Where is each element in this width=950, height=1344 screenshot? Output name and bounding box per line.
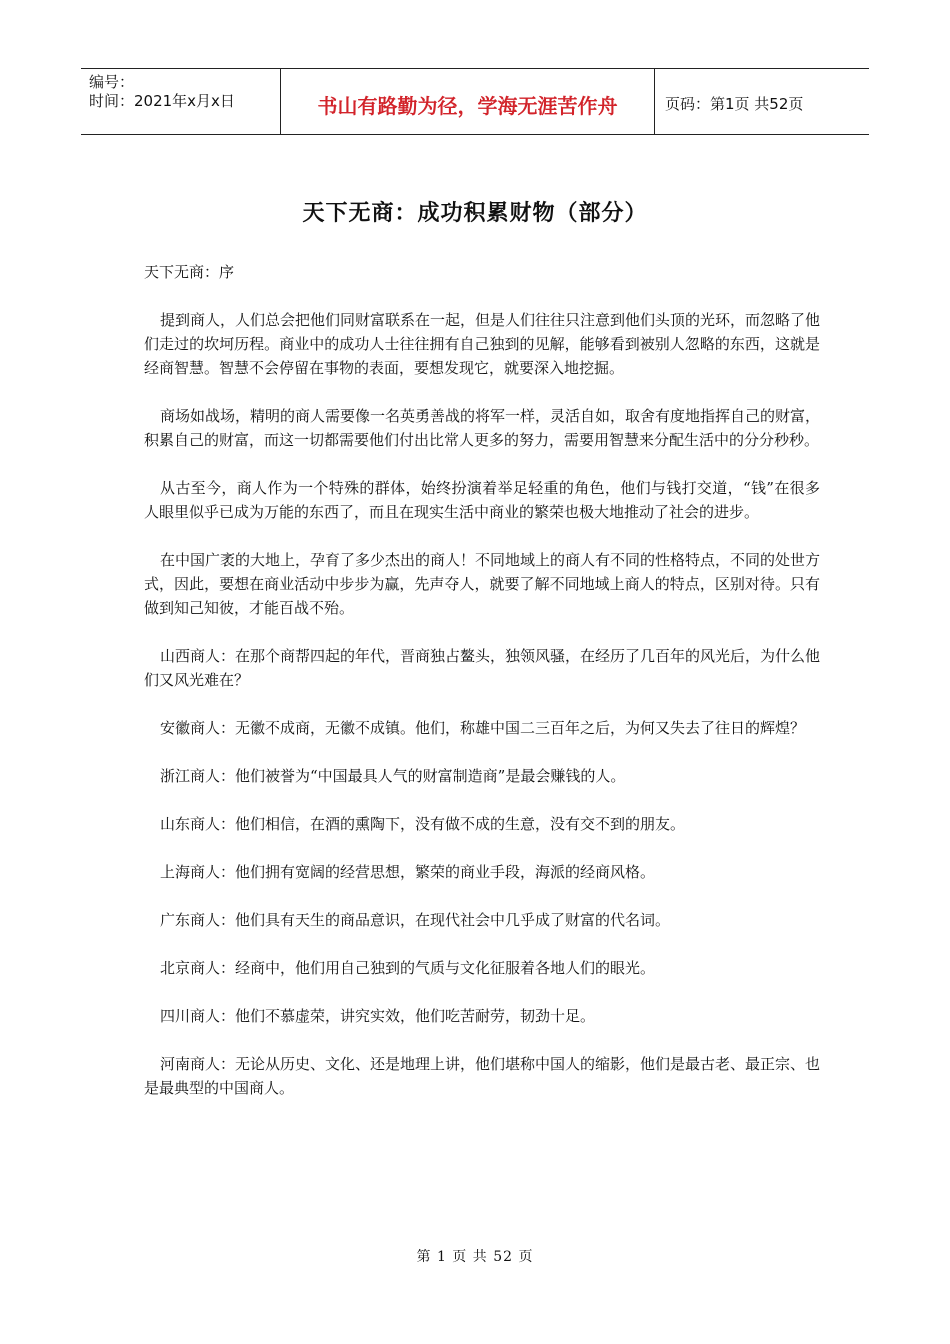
- paragraph-preface-heading: 天下无商：序: [144, 263, 235, 281]
- paragraph-shandong: 山东商人：他们相信，在酒的熏陶下，没有做不成的生意，没有交不到的朋友。: [160, 815, 686, 833]
- page-footer: 第 1 页 共 52 页: [416, 1249, 534, 1265]
- header-page-info: 页码：第1页 共52页: [665, 95, 804, 113]
- paragraph-henan: 河南商人：无论从历史、文化、还是地理上讲，他们堪称中国人的缩影，他们是最古老、最正宗、也是最典型的中国商人。: [144, 1055, 821, 1097]
- paragraph-beijing: 北京商人：经商中，他们用自己独到的气质与文化征服着各地人们的眼光。: [160, 959, 656, 977]
- paragraph: 提到商人，人们总会把他们同财富联系在一起，但是人们往往只注意到他们头顶的光环，而忽略了他们走过的坎坷历程。商业中的成功人士往往拥有自己独到的见解，能够看到被别人忽略的东西，这就是经商智慧。智慧不会停留在事物的表面，要想发现它，就要深入地挖掘。: [144, 311, 821, 377]
- paragraph-anhui: 安徽商人：无徽不成商，无徽不成镇。他们，称雄中国二三百年之后，为何又失去了往日的辉煌？: [160, 719, 806, 737]
- document-title: 天下无商：成功积累财物（部分）: [302, 201, 648, 226]
- header-number-label: 编号：: [89, 73, 135, 91]
- paragraph-guangdong: 广东商人：他们具有天生的商品意识，在现代社会中几乎成了财富的代名词。: [160, 911, 671, 929]
- paragraph-shanxi: 山西商人：在那个商帮四起的年代，晋商独占鳌头，独领风骚，在经历了几百年的风光后，为什么他们又风光难在？: [144, 647, 821, 689]
- header-motto: 书山有路勤为径，学海无涯苦作舟: [281, 69, 655, 134]
- header-time-label: 时间：2021年x月x日: [89, 92, 235, 110]
- paragraph-sichuan: 四川商人：他们不慕虚荣，讲究实效，他们吃苦耐劳，韧劲十足。: [160, 1007, 596, 1025]
- paragraph-zhejiang: 浙江商人：他们被誉为“中国最具人气的财富制造商”是最会赚钱的人。: [160, 767, 626, 785]
- document-body: [144, 260, 820, 1124]
- header-table: [81, 68, 869, 135]
- paragraph-shanghai: 上海商人：他们拥有宽阔的经营思想，繁荣的商业手段，海派的经商风格。: [160, 863, 656, 881]
- paragraph: 从古至今，商人作为一个特殊的群体，始终扮演着举足轻重的角色，他们与钱打交道，“钱”在很多人眼里似乎已成为万能的东西了，而且在现实生活中商业的繁荣也极大地推动了社会的进步。: [144, 479, 820, 521]
- paragraph: 商场如战场，精明的商人需要像一名英勇善战的将军一样，灵活自如，取舍有度地指挥自己的财富，积累自己的财富，而这一切都需要他们付出比常人更多的努力，需要用智慧来分配生活中的分分秒秒。: [144, 407, 821, 449]
- paragraph: 在中国广袤的大地上，孕育了多少杰出的商人！不同地域上的商人有不同的性格特点，不同的处世方式，因此，要想在商业活动中步步为赢，先声夺人，就要了解不同地域上商人的特点，区别对待。只有做到知己知彼，才能百战不殆。: [144, 551, 821, 617]
- header-meta-cell: [81, 69, 281, 134]
